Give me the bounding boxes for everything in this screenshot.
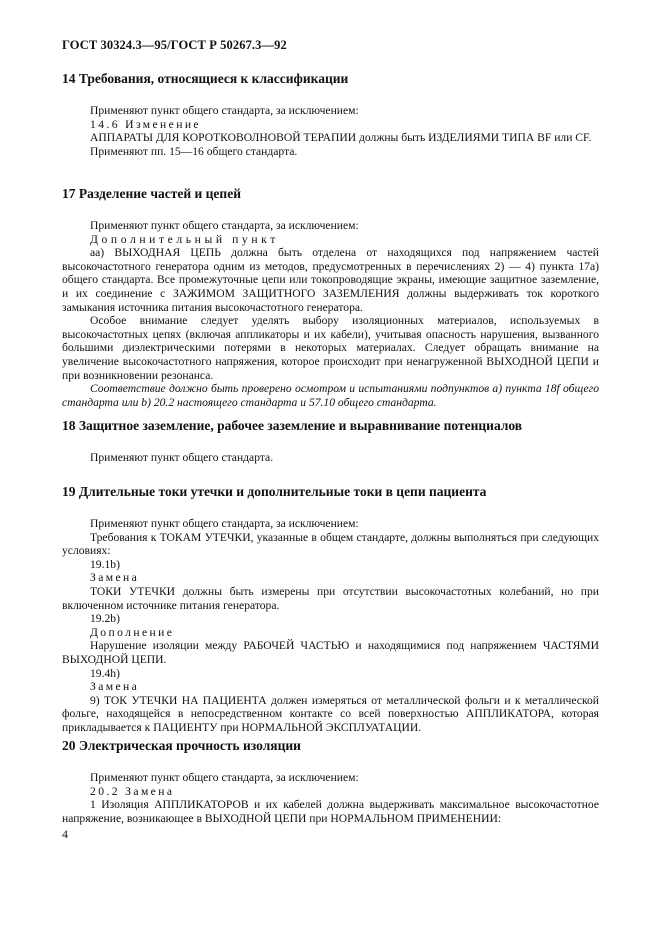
section-19-body: [62, 517, 599, 735]
paragraph: Применяют пп. 15—16 общего стандарта.: [90, 144, 298, 158]
paragraph: Дополнение: [90, 625, 175, 639]
paragraph: Соответствие должно быть проверено осмотром и испытаниями подпунктов a) пункта 18f общего стандарта или b) 20.2 настоящего стандарта и 57.10 общего стандарта.: [62, 382, 599, 409]
section-18-body: [62, 451, 599, 465]
paragraph: Применяют пункт общего стандарта.: [90, 451, 274, 464]
section-14-title: 14 Требования, относящиеся к классификации: [62, 71, 349, 86]
paragraph: Требования к ТОКАМ УТЕЧКИ, указанные в общем стандарте, должны выполняться при следующих условиях:: [62, 530, 599, 558]
paragraph: Особое внимание следует уделять выбору изоляционных материалов, используемых в высокочастотных цепях (включая аппликаторы и их кабели), учитывая опасность нарушения, вызванного большими диэлектрическими потерями в некоторых материалах. Следует обращать внимание на увеличение высокочастотного напряжения, которое происходит при ненагруженной ВЫХОДНОЙ ЦЕПИ и при возникновении резонанса.: [62, 314, 599, 382]
document-header: ГОСТ 30324.3—95/ГОСТ Р 50267.3—92: [62, 38, 287, 52]
paragraph: ТОКИ УТЕЧКИ должны быть измерены при отсутствии высокочастотных колебаний, но при включенном источнике питания генератора.: [62, 584, 599, 612]
paragraph: Применяют пункт общего стандарта, за исключением:: [90, 219, 359, 232]
section-17-title: 17 Разделение частей и цепей: [62, 186, 241, 201]
section-20-body: [62, 771, 599, 825]
section-14: [62, 71, 599, 87]
paragraph: 9) ТОК УТЕЧКИ НА ПАЦИЕНТА должен измеряться от металлической фольги и к металлической фольге, находящейся в непосредственном контакте со всей поверхностью АППЛИКАТОРА, которая прикладывается к ПАЦИЕНТУ при НОРМАЛЬНОЙ ЭКСПЛУАТАЦИИ.: [62, 693, 599, 734]
section-17-body: [62, 219, 599, 409]
paragraph: 20.2 Замена: [90, 784, 175, 798]
paragraph: Применяют пункт общего стандарта, за исключением:: [90, 771, 359, 784]
paragraph: Нарушение изоляции между РАБОЧЕЙ ЧАСТЬЮ и находящимися под напряжением ЧАСТЯМИ ВЫХОДНОЙ ЦЕПИ.: [62, 639, 599, 666]
paragraph: 19.4h): [90, 666, 120, 680]
paragraph: АППАРАТЫ ДЛЯ КОРОТКОВОЛНОВОЙ ТЕРАПИИ должны быть ИЗДЕЛИЯМИ ТИПА BF или CF.: [90, 131, 592, 145]
paragraph: Применяют пункт общего стандарта, за исключением:: [90, 104, 359, 117]
paragraph: 14.6 Изменение: [90, 117, 201, 131]
page-number: 4: [62, 827, 68, 841]
section-18: [62, 418, 599, 434]
paragraph: 19.2b): [90, 612, 120, 626]
section-20-title: 20 Электрическая прочность изоляции: [62, 738, 301, 753]
paragraph: 19.1b): [90, 557, 120, 571]
paragraph: Дополнительный пункт: [90, 232, 279, 246]
section-17: [62, 186, 599, 202]
paragraph: 1 Изоляция АППЛИКАТОРОВ и их кабелей должна выдерживать максимальное высокочастотное напряжение, возникающее в ВЫХОДНОЙ ЦЕПИ при НОРМАЛЬНОМ ПРИМЕНЕНИИ:: [62, 798, 599, 825]
section-19: [62, 484, 599, 500]
paragraph: Замена: [90, 571, 140, 585]
section-14-body: [62, 104, 599, 158]
paragraph: аа) ВЫХОДНАЯ ЦЕПЬ должна быть отделена от находящихся под напряжением частей высокочастотного генератора одним из методов, предусмотренных в перечислениях 2) — 4) пункта 17a) общего стандарта. Все промежуточные цепи или токопроводящие экраны, имеющие защитное заземление, и их соединение с ЗАЖИМОМ ЗАЩИТНОГО ЗАЗЕМЛЕНИЯ должны выдерживать ток короткого замыкания источника питания высокочастотного генератора.: [62, 246, 599, 314]
section-19-title: 19 Длительные токи утечки и дополнительные токи в цепи пациента: [62, 484, 487, 499]
paragraph: Применяют пункт общего стандарта, за исключением:: [90, 517, 359, 530]
section-18-title: 18 Защитное заземление, рабочее заземление и выравнивание потенциалов: [62, 418, 523, 433]
section-20: [62, 738, 599, 754]
paragraph: Замена: [90, 680, 140, 694]
